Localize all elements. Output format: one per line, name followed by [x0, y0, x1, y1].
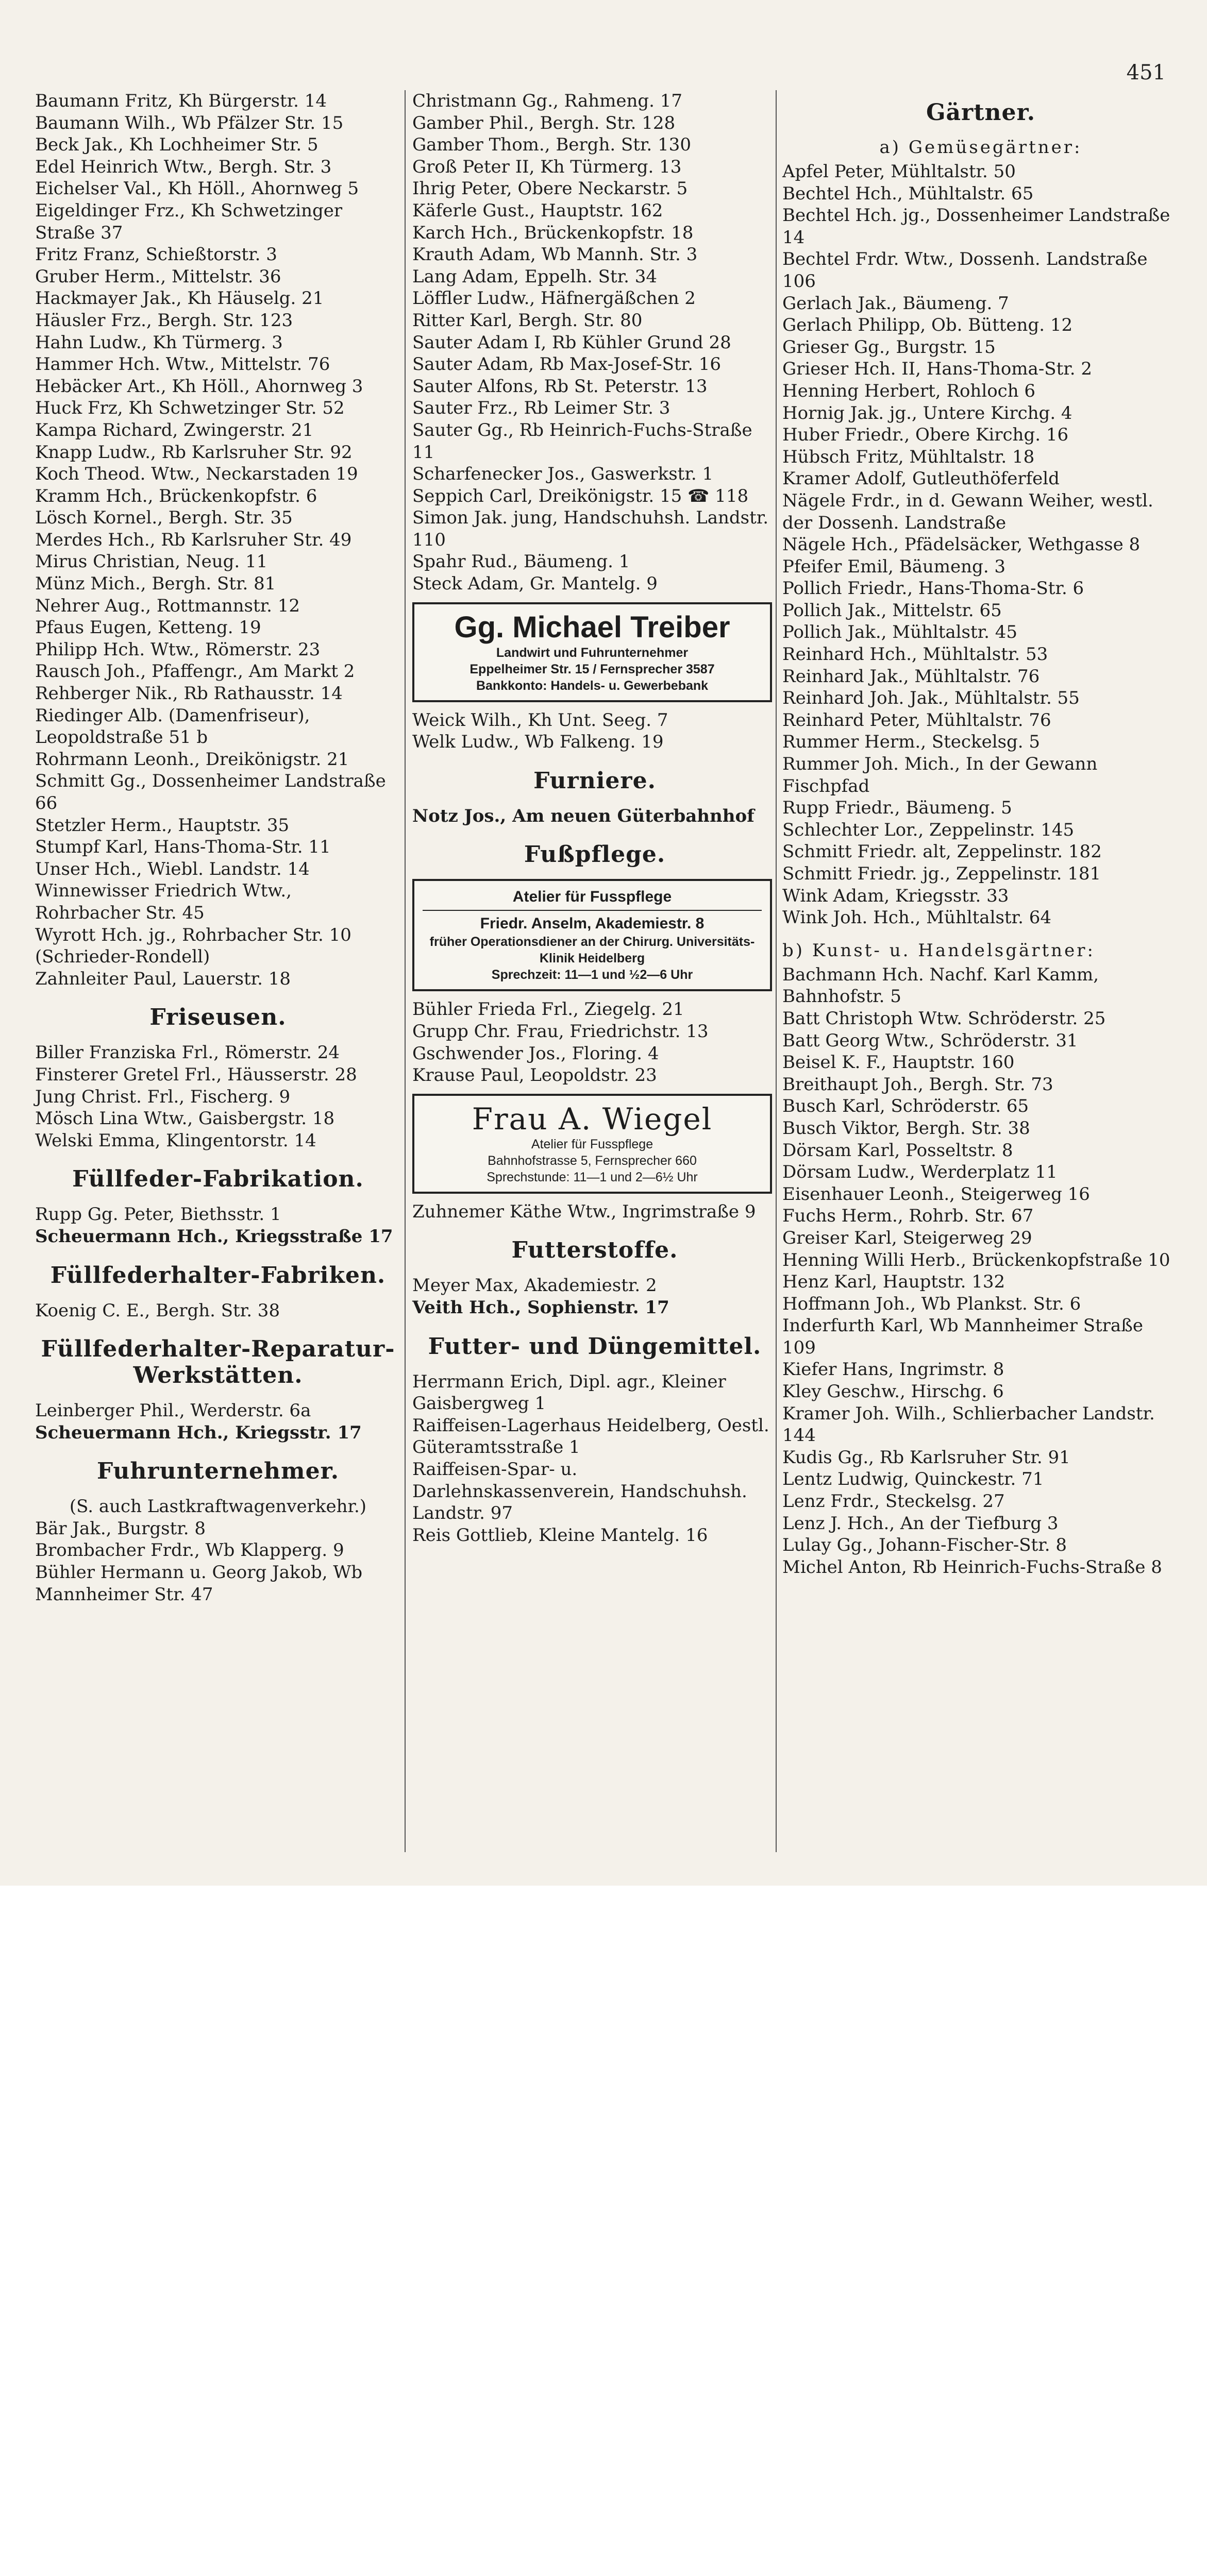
directory-entry: Grupp Chr. Frau, Friedrichstr. 13 [412, 1021, 709, 1042]
directory-entry: Gamber Thom., Bergh. Str. 130 [412, 134, 691, 156]
directory-entry: Kramer Joh. Wilh., Schlierbacher Landstr. 144 [782, 1403, 1155, 1446]
entry-list [412, 1201, 777, 1223]
section-heading-gaertner: Gärtner. [926, 99, 1036, 126]
directory-entry: Philipp Hch. Wtw., Römerstr. 23 [35, 639, 321, 660]
directory-entry: Spahr Rud., Bäumeng. 1 [412, 551, 630, 572]
directory-entry: Reinhard Peter, Mühltalstr. 76 [782, 709, 1051, 731]
directory-entry: Leinberger Phil., Werderstr. 6a [35, 1400, 311, 1421]
directory-entry: Nägele Hch., Pfädelsäcker, Wethgasse 8 [782, 534, 1141, 555]
directory-entry: Welski Emma, Klingentorstr. 14 [35, 1130, 316, 1151]
directory-entry: Greiser Karl, Steigerweg 29 [782, 1227, 1032, 1248]
directory-entry: Kiefer Hans, Ingrimstr. 8 [782, 1359, 1004, 1380]
advert-line: Bahnhofstrasse 5, Fernsprecher 660 [488, 1153, 697, 1168]
advert-anselm [412, 879, 772, 991]
directory-entry: Dörsam Ludw., Werderplatz 11 [782, 1162, 1058, 1183]
section-heading-furniere: Furniere. [533, 767, 656, 794]
directory-entry: Reinhard Hch., Mühltalstr. 53 [782, 644, 1048, 665]
directory-entry: Herrmann Erich, Dipl. agr., Kleiner Gaisbergweg 1 [412, 1371, 726, 1414]
section-heading-futtermittel: Futter- und Düngemittel. [428, 1333, 762, 1360]
directory-entry: Apfel Peter, Mühltalstr. 50 [782, 161, 1016, 182]
section-heading-fuellfederhalter-fabriken: Füllfederhalter-Fabriken. [50, 1262, 386, 1289]
column-left [35, 90, 401, 1605]
directory-entry: Rummer Joh. Mich., In der Gewann Fischpfad [782, 754, 1098, 796]
directory-entry: Sauter Gg., Rb Heinrich-Fuchs-Straße 11 [412, 419, 752, 463]
directory-entry: Beisel K. F., Hauptstr. 160 [782, 1052, 1015, 1073]
entry-list [782, 964, 1179, 1579]
directory-entry: Henning Willi Herb., Brückenkopfstraße 10 [782, 1249, 1170, 1270]
directory-entry: Baumann Fritz, Kh Bürgerstr. 14 [35, 91, 327, 111]
directory-entry: Eichelser Val., Kh Höll., Ahornweg 5 [35, 178, 359, 199]
directory-entry: Hornig Jak. jg., Untere Kirchg. 4 [782, 402, 1072, 423]
directory-entry: Winnewisser Friedrich Wtw., Rohrbacher Str. 45 [35, 880, 292, 923]
directory-entry: Jung Christ. Frl., Fischerg. 9 [35, 1086, 291, 1107]
directory-entry: Gamber Phil., Bergh. Str. 128 [412, 112, 676, 133]
directory-entry: Lentz Ludwig, Quinckestr. 71 [782, 1469, 1044, 1490]
section-heading-fuellfeder-fabrikation: Füllfeder-Fabrikation. [72, 1166, 364, 1193]
directory-entry: Merdes Hch., Rb Karlsruher Str. 49 [35, 529, 352, 550]
directory-entry: Krauth Adam, Wb Mannh. Str. 3 [412, 244, 698, 265]
section-heading-futterstoffe: Futterstoffe. [511, 1237, 678, 1264]
directory-entry: Bär Jak., Burgstr. 8 [35, 1518, 206, 1539]
directory-entry: Mirus Christian, Neug. 11 [35, 551, 268, 572]
directory-entry: Meyer Max, Akademiestr. 2 [412, 1275, 657, 1296]
directory-entry: Fritz Franz, Schießtorstr. 3 [35, 244, 277, 265]
directory-entry: Nägele Frdr., in d. Gewann Weiher, westl. der Dossenh. Landstraße [782, 490, 1153, 533]
directory-entry: Sauter Adam I, Rb Kühler Grund 28 [412, 332, 731, 353]
subheading-kunst: b) Kunst- u. Handelsgärtner: [782, 940, 1095, 961]
directory-entry: Hackmayer Jak., Kh Häuselg. 21 [35, 288, 324, 309]
directory-entry: Kudis Gg., Rb Karlsruher Str. 91 [782, 1447, 1070, 1468]
directory-entry: Inderfurth Karl, Wb Mannheimer Straße 109 [782, 1315, 1144, 1358]
entry-bold: Veith Hch., Sophienstr. 17 [412, 1297, 669, 1318]
directory-entry: Huber Friedr., Obere Kirchg. 16 [782, 425, 1069, 446]
directory-entry: Bechtel Frdr. Wtw., Dossenh. Landstraße 106 [782, 249, 1148, 292]
directory-entry: Schmitt Gg., Dossenheimer Landstraße 66 [35, 771, 386, 814]
directory-entry: Batt Christoph Wtw. Schröderstr. 25 [782, 1008, 1106, 1029]
column-middle [412, 90, 777, 1546]
directory-entry: Breithaupt Joh., Bergh. Str. 73 [782, 1074, 1053, 1095]
entry-list [412, 998, 777, 1086]
directory-entry: Zahnleiter Paul, Lauerstr. 18 [35, 968, 291, 989]
directory-entry: Grieser Hch. II, Hans-Thoma-Str. 2 [782, 359, 1093, 380]
directory-entry: Pollich Friedr., Hans-Thoma-Str. 6 [782, 578, 1084, 599]
directory-entry: Reinhard Jak., Mühltalstr. 76 [782, 666, 1040, 687]
directory-entry: Krause Paul, Leopoldstr. 23 [412, 1065, 657, 1086]
entry-list [782, 161, 1179, 929]
entry-list [412, 1275, 777, 1297]
directory-entry: Fuchs Herm., Rohrb. Str. 67 [782, 1206, 1034, 1227]
directory-entry: Käferle Gust., Hauptstr. 162 [412, 200, 663, 221]
advert-title: Gg. Michael Treiber [454, 610, 730, 644]
advert-treiber [412, 602, 772, 702]
directory-entry: Schmitt Friedr. jg., Zeppelinstr. 181 [782, 863, 1101, 884]
directory-entry: Lösch Kornel., Bergh. Str. 35 [35, 507, 293, 529]
directory-entry: Ritter Karl, Bergh. Str. 80 [412, 310, 643, 331]
directory-entry: Bechtel Hch., Mühltalstr. 65 [782, 183, 1034, 204]
directory-entry: Mösch Lina Wtw., Gaisbergstr. 18 [35, 1108, 335, 1129]
directory-entry: Gruber Herm., Mittelstr. 36 [35, 266, 281, 287]
directory-entry: Rohrmann Leonh., Dreikönigstr. 21 [35, 749, 349, 770]
directory-entry: Dörsam Karl, Posseltstr. 8 [782, 1140, 1013, 1161]
entry-list [412, 709, 777, 753]
directory-entry: Zuhnemer Käthe Wtw., Ingrimstraße 9 [412, 1201, 756, 1222]
directory-entry: Huck Frz, Kh Schwetzinger Str. 52 [35, 398, 345, 419]
page-number: 451 [1126, 61, 1166, 84]
directory-entry: Bühler Hermann u. Georg Jakob, Wb Mannheimer Str. 47 [35, 1562, 363, 1605]
directory-entry: Nehrer Aug., Rottmannstr. 12 [35, 595, 300, 616]
directory-entry: Hahn Ludw., Kh Türmerg. 3 [35, 332, 283, 353]
directory-entry: Hebäcker Art., Kh Höll., Ahornweg 3 [35, 376, 363, 397]
directory-entry: Bühler Frieda Frl., Ziegelg. 21 [412, 999, 684, 1020]
advert-divider [423, 910, 762, 911]
entry-bold: Scheuermann Hch., Kriegsstraße 17 [35, 1226, 393, 1247]
advert-wiegel [412, 1094, 772, 1194]
directory-entry: Henz Karl, Hauptstr. 132 [782, 1272, 1005, 1293]
directory-entry: Stetzler Herm., Hauptstr. 35 [35, 815, 290, 836]
directory-entry: Sauter Adam, Rb Max-Josef-Str. 16 [412, 354, 721, 375]
entry-list [35, 1204, 401, 1226]
advert-line: früher Operationsdiener an der Chirurg. Universitäts-Klinik Heidelberg [429, 935, 755, 966]
directory-entry: Münz Mich., Bergh. Str. 81 [35, 573, 276, 595]
directory-entry: Kramer Adolf, Gutleuthöferfeld [782, 468, 1060, 489]
directory-entry: Rupp Gg. Peter, Biethsstr. 1 [35, 1204, 281, 1225]
directory-entry: Kampa Richard, Zwingerstr. 21 [35, 419, 314, 440]
directory-entry: Rupp Friedr., Bäumeng. 5 [782, 798, 1012, 819]
directory-entry: Kley Geschw., Hirschg. 6 [782, 1381, 1004, 1402]
directory-entry: Busch Karl, Schröderstr. 65 [782, 1096, 1029, 1117]
directory-entry: Simon Jak. jung, Handschuhsh. Landstr. 110 [412, 507, 769, 550]
directory-entry: Reinhard Joh. Jak., Mühltalstr. 55 [782, 688, 1080, 709]
directory-entry: Baumann Wilh., Wb Pfälzer Str. 15 [35, 112, 344, 133]
directory-entry: Lenz J. Hch., An der Tiefburg 3 [782, 1513, 1059, 1534]
directory-entry: Rummer Herm., Steckelsg. 5 [782, 732, 1041, 753]
directory-entry: Finsterer Gretel Frl., Häusserstr. 28 [35, 1064, 357, 1085]
entry-list [35, 1518, 401, 1605]
directory-entry: Seppich Carl, Dreikönigstr. 15 ☎ 118 [412, 485, 749, 506]
directory-entry: Weick Wilh., Kh Unt. Seeg. 7 [412, 709, 668, 731]
directory-entry: Eigeldinger Frz., Kh Schwetzinger Straße 37 [35, 200, 343, 243]
section-heading-fusspflege: Fußpflege. [524, 841, 666, 868]
directory-entry: Stumpf Karl, Hans-Thoma-Str. 11 [35, 837, 331, 858]
column-rule [405, 90, 406, 1852]
directory-entry: Schlechter Lor., Zeppelinstr. 145 [782, 819, 1075, 840]
directory-entry: Raiffeisen-Spar- u. Darlehnskassenverein, Handschuhsh. Landstr. 97 [412, 1459, 747, 1524]
directory-entry: Batt Georg Wtw., Schröderstr. 31 [782, 1030, 1078, 1051]
directory-entry: Pfaus Eugen, Ketteng. 19 [35, 617, 261, 638]
directory-entry: Gerlach Philipp, Ob. Bütteng. 12 [782, 315, 1073, 336]
directory-entry: Karch Hch., Brückenkopfstr. 18 [412, 222, 694, 243]
entry-bold: Notz Jos., Am neuen Güterbahnhof [412, 805, 755, 826]
entry-list [35, 1042, 401, 1151]
directory-entry: Biller Franziska Frl., Römerstr. 24 [35, 1042, 340, 1063]
directory-entry: Kramm Hch., Brückenkopfstr. 6 [35, 485, 317, 506]
advert-title: Frau A. Wiegel [472, 1101, 713, 1137]
entry-bold: Scheuermann Hch., Kriegsstr. 17 [35, 1422, 362, 1443]
directory-entry: Hübsch Fritz, Mühltalstr. 18 [782, 446, 1035, 467]
directory-entry: Raiffeisen-Lagerhaus Heidelberg, Oestl. Güteramtsstraße 1 [412, 1415, 769, 1458]
footer-bar [0, 1886, 1207, 1973]
directory-entry: Brombacher Frdr., Wb Klapperg. 9 [35, 1540, 344, 1561]
directory-entry: Bechtel Hch. jg., Dossenheimer Landstraße 14 [782, 205, 1170, 248]
directory-entry: Wink Adam, Kriegsstr. 33 [782, 885, 1009, 906]
directory-entry: Sauter Frz., Rb Leimer Str. 3 [412, 398, 670, 419]
advert-line: Sprechstunde: 11—1 und 2—6½ Uhr [487, 1170, 698, 1184]
section-heading-fuhrunternehmer: Fuhrunternehmer. [96, 1458, 340, 1485]
section-heading-reparatur: Füllfederhalter-Reparatur-Werkstätten. [41, 1336, 395, 1389]
directory-entry: Lenz Frdr., Steckelsg. 27 [782, 1491, 1005, 1512]
advert-line: Atelier für Fusspflege [512, 888, 672, 906]
directory-entry: Rausch Joh., Pfaffengr., Am Markt 2 [35, 661, 355, 682]
entry-list [412, 90, 777, 595]
directory-entry: Wink Joh. Hch., Mühltalstr. 64 [782, 907, 1051, 928]
directory-entry: Rehberger Nik., Rb Rathausstr. 14 [35, 683, 343, 704]
advert-line: Landwirt und Fuhrunternehmer [496, 645, 689, 660]
advert-line: Sprechzeit: 11—1 und ½2—6 Uhr [491, 968, 693, 982]
directory-entry: Hammer Hch. Wtw., Mittelstr. 76 [35, 354, 330, 375]
directory-entry: Bachmann Hch. Nachf. Karl Kamm, Bahnhofstr. 5 [782, 964, 1099, 1007]
entry-list [35, 1300, 401, 1322]
directory-entry: Michel Anton, Rb Heinrich-Fuchs-Straße 8 [782, 1556, 1162, 1578]
directory-entry: Welk Ludw., Wb Falkeng. 19 [412, 732, 664, 753]
section-heading-friseusen: Friseusen. [149, 1004, 287, 1031]
advert-line: Atelier für Fusspflege [531, 1137, 653, 1151]
directory-entry: Steck Adam, Gr. Mantelg. 9 [412, 573, 658, 595]
directory-entry: Reis Gottlieb, Kleine Mantelg. 16 [412, 1524, 708, 1546]
directory-entry: Sauter Alfons, Rb St. Peterstr. 13 [412, 376, 708, 397]
directory-entry: Wyrott Hch. jg., Rohrbacher Str. 10 (Schrieder-Rondell) [35, 924, 351, 968]
entry-list [35, 90, 401, 990]
directory-entry: Pollich Jak., Mittelstr. 65 [782, 600, 1002, 621]
directory-entry: Häusler Frz., Bergh. Str. 123 [35, 310, 293, 331]
directory-entry: Edel Heinrich Wtw., Bergh. Str. 3 [35, 156, 332, 177]
advert-line: Eppelheimer Str. 15 / Fernsprecher 3587 [470, 662, 715, 676]
directory-entry: Koenig C. E., Bergh. Str. 38 [35, 1300, 280, 1321]
directory-entry: Pfeifer Emil, Bäumeng. 3 [782, 556, 1006, 577]
directory-entry: Löffler Ludw., Häfnergäßchen 2 [412, 288, 696, 309]
directory-entry: Unser Hch., Wiebl. Landstr. 14 [35, 858, 310, 879]
directory-entry: Beck Jak., Kh Lochheimer Str. 5 [35, 134, 318, 156]
directory-entry: Eisenhauer Leonh., Steigerweg 16 [782, 1183, 1090, 1205]
directory-entry: Busch Viktor, Bergh. Str. 38 [782, 1117, 1030, 1139]
directory-entry: Christmann Gg., Rahmeng. 17 [412, 91, 683, 111]
entry-list [412, 1371, 777, 1547]
directory-entry: Hoffmann Joh., Wb Plankst. Str. 6 [782, 1293, 1081, 1314]
directory-entry: Gerlach Jak., Bäumeng. 7 [782, 293, 1009, 314]
directory-entry: Ihrig Peter, Obere Neckarstr. 5 [412, 178, 688, 199]
subheading-gemuese: a) Gemüsegärtner: [879, 137, 1082, 158]
directory-entry: Riedinger Alb. (Damenfriseur), Leopoldstraße 51 b [35, 705, 310, 748]
column-right [782, 90, 1179, 1578]
directory-entry: Gschwender Jos., Floring. 4 [412, 1043, 659, 1064]
directory-entry: Henning Herbert, Rohloch 6 [782, 380, 1036, 401]
advert-line: Bankkonto: Handels- u. Gewerbebank [476, 678, 709, 693]
directory-entry: Lulay Gg., Johann-Fischer-Str. 8 [782, 1535, 1067, 1556]
directory-entry: Pollich Jak., Mühltalstr. 45 [782, 622, 1018, 643]
directory-entry: Scharfenecker Jos., Gaswerkstr. 1 [412, 464, 714, 485]
directory-entry: Grieser Gg., Burgstr. 15 [782, 336, 996, 358]
entry-list [35, 1400, 401, 1422]
directory-entry: Lang Adam, Eppelh. Str. 34 [412, 266, 657, 287]
directory-entry: Schmitt Friedr. alt, Zeppelinstr. 182 [782, 841, 1102, 862]
advert-line: Friedr. Anselm, Akademiestr. 8 [480, 915, 705, 933]
directory-entry: Groß Peter II, Kh Türmerg. 13 [412, 156, 682, 177]
directory-entry: Koch Theod. Wtw., Neckarstaden 19 [35, 464, 358, 485]
directory-entry: Knapp Ludw., Rb Karlsruher Str. 92 [35, 442, 353, 463]
section-note: (S. auch Lastkraftwagenverkehr.) [69, 1496, 367, 1517]
